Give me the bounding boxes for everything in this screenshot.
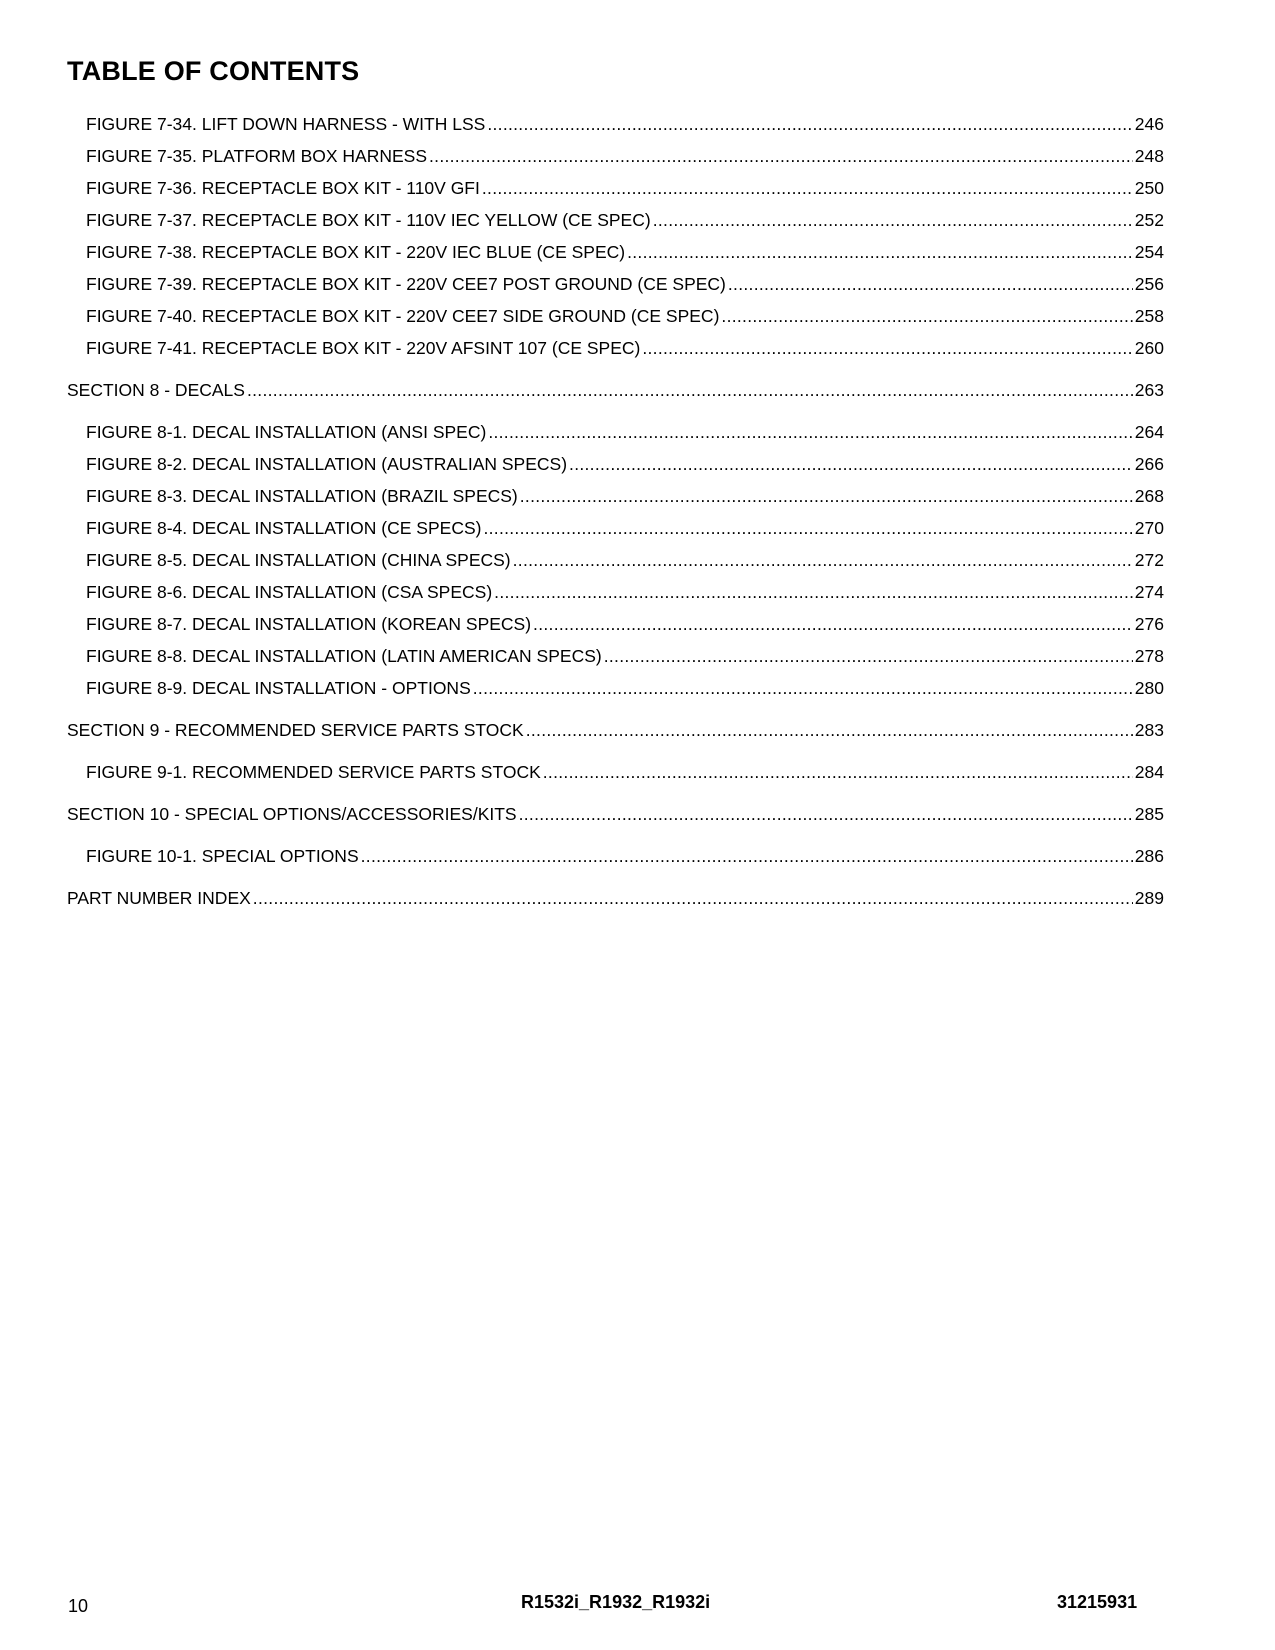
dot-leader bbox=[513, 544, 1133, 576]
dot-leader bbox=[361, 840, 1133, 872]
toc-entry-page: 270 bbox=[1134, 518, 1164, 538]
toc-entry-page: 252 bbox=[1134, 210, 1164, 230]
toc-section-title: SECTION 9 - RECOMMENDED SERVICE PARTS STOCK bbox=[67, 720, 524, 740]
toc-entry-title: FIGURE 7-41. RECEPTACLE BOX KIT - 220V AFSINT 107 (CE SPEC) bbox=[86, 338, 641, 358]
dot-leader bbox=[482, 172, 1133, 204]
toc-section[interactable] bbox=[67, 374, 1164, 406]
dot-leader bbox=[247, 374, 1133, 406]
toc-entry-title: FIGURE 7-36. RECEPTACLE BOX KIT - 110V GFI bbox=[86, 178, 480, 198]
toc-entry-title: FIGURE 7-37. RECEPTACLE BOX KIT - 110V IEC YELLOW (CE SPEC) bbox=[86, 210, 651, 230]
dot-leader bbox=[604, 640, 1133, 672]
dot-leader bbox=[519, 798, 1133, 830]
toc-entry-title: FIGURE 7-39. RECEPTACLE BOX KIT - 220V CEE7 POST GROUND (CE SPEC) bbox=[86, 274, 726, 294]
toc-entry[interactable] bbox=[67, 204, 1164, 236]
toc-entry-page: 264 bbox=[1134, 422, 1164, 442]
toc-entry-page: 268 bbox=[1134, 486, 1164, 506]
dot-leader bbox=[429, 140, 1133, 172]
toc-section-page: 263 bbox=[1134, 380, 1164, 400]
toc-entry-page: 280 bbox=[1134, 678, 1164, 698]
toc-section[interactable] bbox=[67, 798, 1164, 830]
toc-section-page: 283 bbox=[1134, 720, 1164, 740]
toc-entry[interactable] bbox=[67, 172, 1164, 204]
toc-entry[interactable] bbox=[67, 640, 1164, 672]
toc-entry[interactable] bbox=[67, 480, 1164, 512]
dot-leader bbox=[533, 608, 1133, 640]
toc-entry-page: 284 bbox=[1134, 762, 1164, 782]
toc-entry[interactable] bbox=[67, 268, 1164, 300]
table-of-contents bbox=[67, 108, 1164, 924]
toc-section-title: SECTION 8 - DECALS bbox=[67, 380, 245, 400]
dot-leader bbox=[653, 204, 1133, 236]
toc-entry-title: FIGURE 8-2. DECAL INSTALLATION (AUSTRALIAN SPECS) bbox=[86, 454, 568, 474]
toc-entry-page: 258 bbox=[1134, 306, 1164, 326]
dot-leader bbox=[543, 756, 1133, 788]
toc-entry-page: 260 bbox=[1134, 338, 1164, 358]
dot-leader bbox=[473, 672, 1133, 704]
toc-entry-page: 276 bbox=[1134, 614, 1164, 634]
dot-leader bbox=[642, 332, 1132, 364]
toc-entry-page: 272 bbox=[1134, 550, 1164, 570]
toc-entry-title: FIGURE 8-3. DECAL INSTALLATION (BRAZIL SPECS) bbox=[86, 486, 518, 506]
toc-entry[interactable] bbox=[67, 544, 1164, 576]
toc-entry[interactable] bbox=[67, 236, 1164, 268]
toc-entry[interactable] bbox=[67, 300, 1164, 332]
toc-entry-page: 278 bbox=[1134, 646, 1164, 666]
toc-entry-page: 256 bbox=[1134, 274, 1164, 294]
toc-entry[interactable] bbox=[67, 140, 1164, 172]
toc-section-title: PART NUMBER INDEX bbox=[67, 888, 251, 908]
toc-entry[interactable] bbox=[67, 512, 1164, 544]
dot-leader bbox=[569, 448, 1133, 480]
dot-leader bbox=[494, 576, 1133, 608]
toc-entry-title: FIGURE 7-35. PLATFORM BOX HARNESS bbox=[86, 146, 427, 166]
dot-leader bbox=[526, 714, 1133, 746]
toc-entry-page: 248 bbox=[1134, 146, 1164, 166]
dot-leader bbox=[721, 300, 1132, 332]
dot-leader bbox=[253, 882, 1133, 914]
toc-entry[interactable] bbox=[67, 608, 1164, 640]
dot-leader bbox=[487, 108, 1132, 140]
toc-entry[interactable] bbox=[67, 108, 1164, 140]
toc-entry[interactable] bbox=[67, 416, 1164, 448]
toc-entry-title: FIGURE 8-7. DECAL INSTALLATION (KOREAN SPECS) bbox=[86, 614, 532, 634]
toc-entry-title: FIGURE 8-4. DECAL INSTALLATION (CE SPECS) bbox=[86, 518, 482, 538]
toc-entry-title: FIGURE 9-1. RECOMMENDED SERVICE PARTS STOCK bbox=[86, 762, 541, 782]
toc-entry-title: FIGURE 8-8. DECAL INSTALLATION (LATIN AMERICAN SPECS) bbox=[86, 646, 602, 666]
toc-entry-title: FIGURE 10-1. SPECIAL OPTIONS bbox=[86, 846, 359, 866]
toc-entry-page: 250 bbox=[1134, 178, 1164, 198]
toc-section-page: 285 bbox=[1134, 804, 1164, 824]
dot-leader bbox=[520, 480, 1133, 512]
dot-leader bbox=[488, 416, 1132, 448]
toc-entry-page: 286 bbox=[1134, 846, 1164, 866]
footer-model: R1532i_R1932_R1932i bbox=[521, 1592, 711, 1612]
toc-entry-title: FIGURE 7-38. RECEPTACLE BOX KIT - 220V IEC BLUE (CE SPEC) bbox=[86, 242, 626, 262]
toc-entry[interactable] bbox=[67, 448, 1164, 480]
footer-page-number: 10 bbox=[68, 1596, 89, 1616]
footer-document-number: 31215931 bbox=[1057, 1592, 1138, 1612]
toc-entry[interactable] bbox=[67, 332, 1164, 364]
toc-entry-title: FIGURE 8-5. DECAL INSTALLATION (CHINA SPECS) bbox=[86, 550, 511, 570]
toc-section[interactable] bbox=[67, 882, 1164, 914]
dot-leader bbox=[483, 512, 1132, 544]
toc-section[interactable] bbox=[67, 714, 1164, 746]
toc-entry-title: FIGURE 8-9. DECAL INSTALLATION - OPTIONS bbox=[86, 678, 471, 698]
toc-entry-title: FIGURE 7-34. LIFT DOWN HARNESS - WITH LSS bbox=[86, 114, 486, 134]
toc-section-page: 289 bbox=[1134, 888, 1164, 908]
toc-entry-title: FIGURE 8-1. DECAL INSTALLATION (ANSI SPEC) bbox=[86, 422, 487, 442]
toc-entry[interactable] bbox=[67, 576, 1164, 608]
page-title: TABLE OF CONTENTS bbox=[67, 56, 360, 86]
dot-leader bbox=[728, 268, 1133, 300]
dot-leader bbox=[627, 236, 1133, 268]
toc-entry-page: 274 bbox=[1134, 582, 1164, 602]
page-footer bbox=[0, 1592, 1275, 1620]
toc-entry[interactable] bbox=[67, 756, 1164, 788]
toc-entry-page: 254 bbox=[1134, 242, 1164, 262]
toc-entry-page: 266 bbox=[1134, 454, 1164, 474]
toc-entry[interactable] bbox=[67, 840, 1164, 872]
toc-section-title: SECTION 10 - SPECIAL OPTIONS/ACCESSORIES/KITS bbox=[67, 804, 517, 824]
toc-entry-title: FIGURE 7-40. RECEPTACLE BOX KIT - 220V CEE7 SIDE GROUND (CE SPEC) bbox=[86, 306, 720, 326]
toc-entry-page: 246 bbox=[1134, 114, 1164, 134]
toc-entry[interactable] bbox=[67, 672, 1164, 704]
toc-entry-title: FIGURE 8-6. DECAL INSTALLATION (CSA SPECS) bbox=[86, 582, 493, 602]
